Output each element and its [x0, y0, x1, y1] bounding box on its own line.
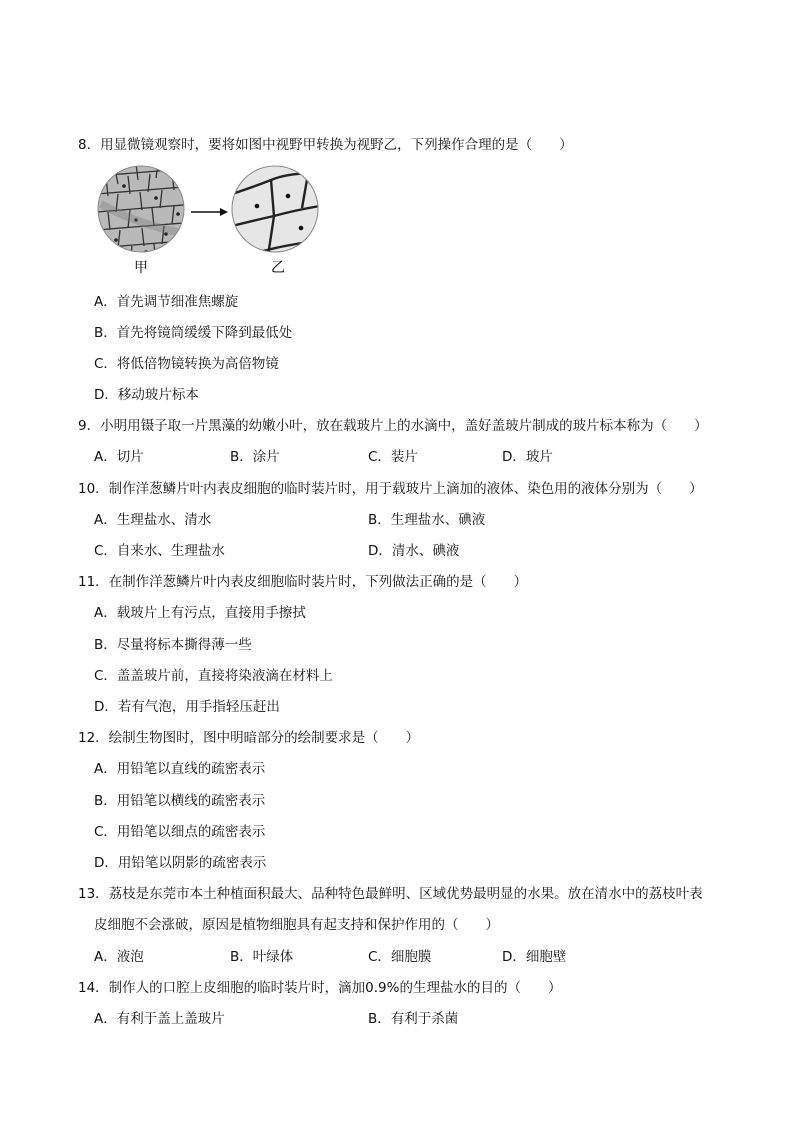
q12-option-a[interactable]: A．用铅笔以直线的疏密表示	[94, 761, 266, 777]
q13-option-b[interactable]: B．叶绿体	[230, 949, 294, 965]
field-a-label: 甲	[134, 260, 148, 276]
q13-stem-line1: 13．荔枝是东莞市本土种植面积最大、品种特色最鲜明、区域优势最明显的水果。放在清水中的荔枝叶表	[78, 886, 703, 902]
q11-option-b[interactable]: B．尽量将标本撕得薄一些	[94, 637, 252, 653]
q11-option-d[interactable]: D．若有气泡，用手指轻压赶出	[94, 699, 280, 715]
q12-option-b[interactable]: B．用铅笔以横线的疏密表示	[94, 793, 266, 809]
q12-option-c[interactable]: C．用铅笔以细点的疏密表示	[94, 824, 266, 840]
q13-option-d[interactable]: D．细胞壁	[502, 949, 567, 965]
q8-option-a[interactable]: A．首先调节细准焦螺旋	[94, 294, 239, 310]
field-b-image	[230, 164, 330, 264]
q8-option-b[interactable]: B．首先将镜筒缓缓下降到最低处	[94, 325, 293, 341]
q14-option-a[interactable]: A．有利于盖上盖玻片	[94, 1011, 225, 1027]
q10-stem: 10．制作洋葱鳞片叶内表皮细胞的临时装片时，用于载玻片上滴加的液体、染色用的液体分别为（ ）	[78, 481, 703, 497]
q8-option-d[interactable]: D．移动玻片标本	[94, 387, 199, 403]
q13-option-a[interactable]: A．液泡	[94, 949, 144, 965]
q10-option-b[interactable]: B．生理盐水、碘液	[368, 512, 486, 528]
q10-option-d[interactable]: D．清水、碘液	[368, 543, 460, 559]
q11-option-a[interactable]: A．载玻片上有污点，直接用手擦拭	[94, 605, 306, 621]
q11-option-c[interactable]: C．盖盖玻片前，直接将染液滴在材料上	[94, 668, 333, 684]
q13-stem-line2: 皮细胞不会涨破，原因是植物细胞具有起支持和保护作用的（ ）	[94, 917, 499, 933]
q8-option-c[interactable]: C．将低倍物镜转换为高倍物镜	[94, 356, 279, 372]
q11-stem: 11．在制作洋葱鳞片叶内表皮细胞临时装片时，下列做法正确的是（ ）	[78, 574, 528, 590]
q8-stem: 8．用显微镜观察时，要将如图中视野甲转换为视野乙，下列操作合理的是（ ）	[78, 137, 573, 153]
q9-option-c[interactable]: C．装片	[368, 449, 418, 465]
q14-stem: 14．制作人的口腔上皮细胞的临时装片时，滴加0.9%的生理盐水的目的（ ）	[78, 980, 562, 996]
field-a-image	[96, 164, 196, 264]
q14-option-b[interactable]: B．有利于杀菌	[368, 1011, 459, 1027]
microscope-field-figure	[96, 164, 336, 284]
q12-option-d[interactable]: D．用铅笔以阴影的疏密表示	[94, 855, 267, 871]
q9-option-b[interactable]: B．涂片	[230, 449, 280, 465]
q12-stem: 12．绘制生物图时，图中明暗部分的绘制要求是（ ）	[78, 730, 420, 746]
q13-option-c[interactable]: C．细胞膜	[368, 949, 432, 965]
q10-option-a[interactable]: A．生理盐水、清水	[94, 512, 212, 528]
q9-option-d[interactable]: D．玻片	[502, 449, 553, 465]
q9-option-a[interactable]: A．切片	[94, 449, 144, 465]
arrow-icon	[191, 208, 228, 216]
field-b-label: 乙	[271, 260, 285, 276]
q10-option-c[interactable]: C．自来水、生理盐水	[94, 543, 225, 559]
q9-stem: 9．小明用镊子取一片黑藻的幼嫩小叶，放在载玻片上的水滴中，盖好盖玻片制成的玻片标本称为（ ）	[78, 418, 708, 434]
